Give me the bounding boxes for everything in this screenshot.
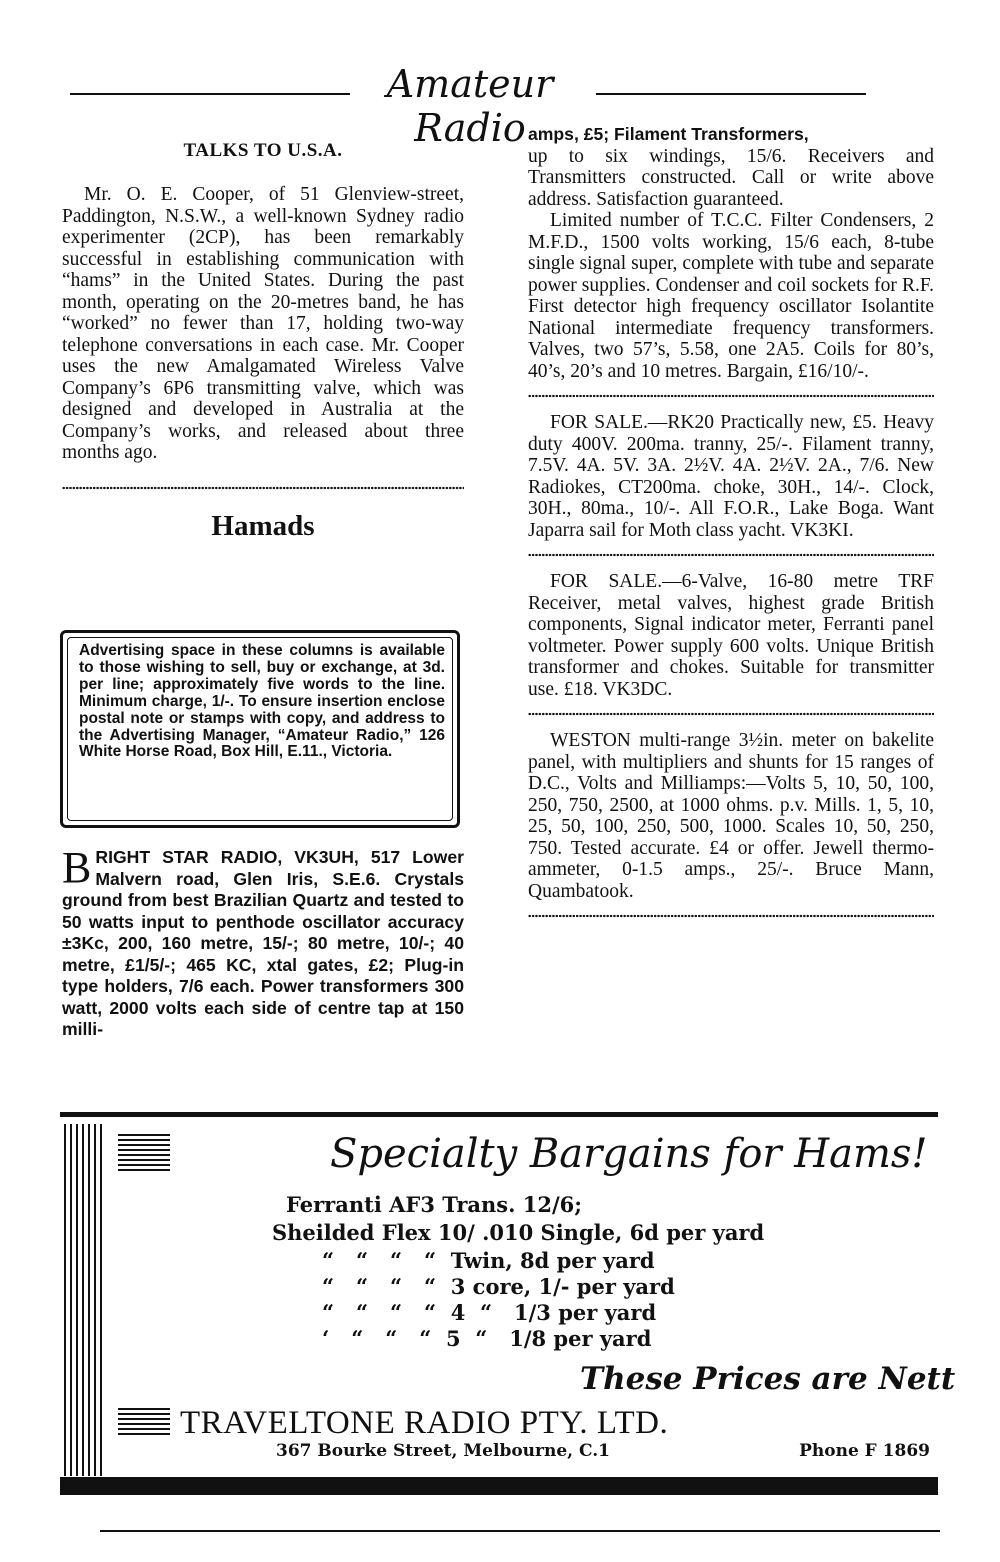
ad-line-5core: ‘ “ “ “ 5 “ 1/8 per yard: [322, 1326, 652, 1351]
ad-title: Specialty Bargains for Hams!: [330, 1131, 928, 1177]
ad-stripe-block-bottom: [118, 1408, 170, 1438]
ad-bottom-rule: [60, 1477, 938, 1495]
footer-rule: [100, 1530, 940, 1532]
bright-star-text: RIGHT STAR RADIO, VK3UH, 517 Lower Malvern road, Glen Iris, S.E.6. Crystals ground from best Brazilian Quartz and tested to 50 watts input to penthode oscillator accuracy ±3Kc, 200, 160 metre, 15/-; 80 metre, 10/-; 40 metre, £1/5/-; 465 KC, xtal gates, £2; Plug-in type holders, 7/6 each. Power transformers 300 watt, 2000 volts each side of centre tap at 150 milli-: [62, 847, 464, 1039]
hamads-notice-text: Advertising space in these columns is available to those wishing to sell, buy or exchange, at 3d. per line; approximately five words to the line. Minimum charge, 1/-. To ensure insertion enclose postal note or stamps with copy, and address to the Advertising Manager, “Amateur Radio,” 126 White Horse Road, Box Hill, E.11., Victoria.: [79, 642, 445, 761]
bright-star-limited: Limited number of T.C.C. Filter Condensers, 2 M.F.D., 1500 volts working, 15/6 each, 8-tube single signal super, complete with tube and separate power supplies. Condenser and coil sockets for R.F. First detector high frequency oscillator Isolantite National intermediate frequency transformers. Valves, two 57’s, 5.58, one 2A5. Coils for 80’s, 40’s, 20’s and 10 metres. Bargain, £16/10/-.: [528, 210, 934, 382]
bright-star-ad: [62, 843, 464, 1041]
divider-dots: [528, 553, 934, 557]
ad-rk20: FOR SALE.—RK20 Practically new, £5. Heavy duty 400V. 200ma. tranny, 25/-. Filament tranny, 7.5V. 4A. 5V. 3A. 2½V. 4A. 2½V. 2A., 7/6. New Radiokes, CT200ma. choke, 30H., 14/-. Clock, 30H., 80ma., 10/-. All F.O.R., Lake Boga. Want Japarra sail for Moth class yacht. VK3KI.: [528, 412, 934, 541]
divider-dots: [528, 914, 934, 918]
ad-address: 367 Bourke Street, Melbourne, C.1: [276, 1441, 610, 1461]
ad-stripe-block-top: [118, 1134, 170, 1174]
masthead-rule-left: [70, 93, 350, 95]
ad-company-name: TRAVELTONE RADIO PTY. LTD.: [180, 1405, 669, 1441]
right-column: [528, 124, 934, 918]
left-column: [62, 140, 464, 543]
ad-prices-nett: These Prices are Nett: [580, 1361, 956, 1397]
ad-line-4core: “ “ “ “ 4 “ 1/3 per yard: [322, 1300, 657, 1325]
bright-star-dropcap: B: [62, 843, 92, 892]
ad-6-valve: FOR SALE.—6-Valve, 16-80 metre TRF Receiver, metal valves, highest grade British components, Signal indicator meter, Ferranti panel voltmeter. Power supply 600 volts. Unique British transformer and chokes. Suitable for transmitter use. £18. VK3DC.: [528, 571, 934, 700]
masthead-title: Amateur Radio: [386, 62, 554, 150]
ad-line-ferranti: Ferranti AF3 Trans. 12/6;: [286, 1192, 582, 1217]
ad-top-rule: [60, 1112, 938, 1117]
talks-heading: TALKS TO U.S.A.: [183, 140, 343, 161]
bright-star-continued-rest: up to six windings, 15/6. Receivers and Transmitters constructed. Call or write above address. Satisfaction guaranteed.: [528, 145, 934, 210]
talks-body: Mr. O. E. Cooper, of 51 Glenview-street, Paddington, N.S.W., a well-known Sydney radio experimenter (2CP), has been remarkably successful in establishing communication with “hams” in the United States. During the past month, operating on the 20-metres band, he has “worked” no fewer than 17, holding two-way telephone conversations in each case. Mr. Cooper uses the new Amalgamated Wireless Valve Company’s 6P6 transmitting valve, which was designed and developed in Australia at the Company’s works, and released about three months ago.: [62, 184, 464, 463]
ad-vertical-stripes: [64, 1124, 104, 1476]
bright-star-continued: amps, £5; Filament Transformers,: [528, 124, 809, 144]
divider-dots: [528, 394, 934, 398]
divider-dots: [528, 712, 934, 716]
ad-line-3core: “ “ “ “ 3 core, 1/- per yard: [322, 1274, 675, 1299]
traveltone-advertisement: [60, 1112, 956, 1492]
divider-dots: [62, 486, 464, 490]
ad-phone: Phone F 1869: [799, 1441, 930, 1461]
ad-line-flex-single: Sheilded Flex 10/ .010 Single, 6d per yard: [272, 1220, 765, 1245]
hamads-notice-box: [60, 630, 460, 828]
masthead-rule-right: [596, 93, 866, 95]
hamads-heading: Hamads: [211, 509, 315, 542]
ad-line-twin: “ “ “ “ Twin, 8d per yard: [322, 1248, 655, 1273]
ad-weston-meter: WESTON multi-range 3½in. meter on bakelite panel, with multipliers and shunts for 15 ranges of D.C., Volts and Milliamps:—Volts 5, 10, 50, 100, 250, 750, 2500, at 1000 ohms. p.v. Mills. 1, 5, 10, 25, 50, 100, 250, 500, 1000. Scales 10, 50, 250, 750. Tested accurate. £4 or offer. Jewell thermo-ammeter, 0-1.5 amps., 25/-. Bruce Mann, Quambatook.: [528, 730, 934, 902]
